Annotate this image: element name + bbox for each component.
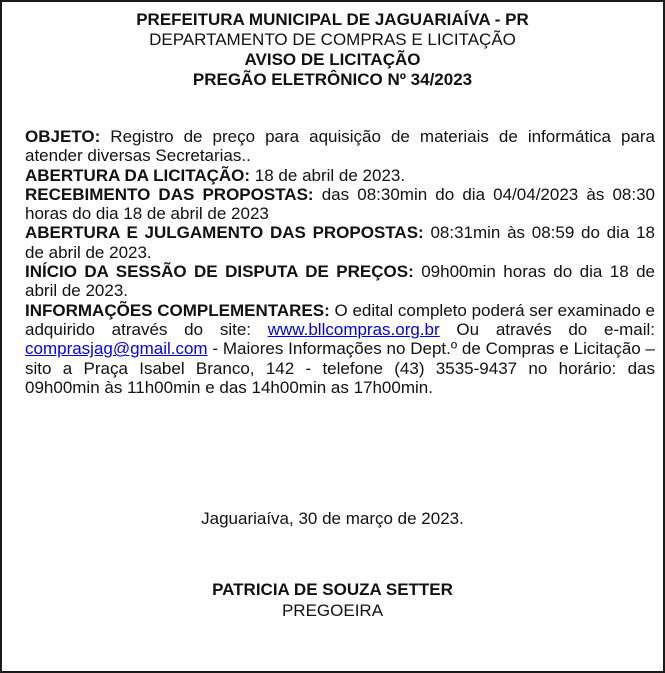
disputa-text: 09h00min horas do dia 18 de abril de 2023. xyxy=(25,262,655,301)
notice-title: AVISO DE LICITAÇÃO xyxy=(244,50,421,69)
signature-block xyxy=(2,579,663,621)
notice-header xyxy=(2,10,663,90)
objeto-text: Registro de preço para aquisição de materiais de informática para atender diversas Secretarias.. xyxy=(25,127,655,166)
objeto-label: OBJETO: xyxy=(25,127,101,146)
recebimento-paragraph xyxy=(25,185,655,224)
website-link[interactable]: www.bllcompras.org.br xyxy=(267,319,440,339)
abertura-paragraph xyxy=(25,166,655,185)
auction-number: PREGÃO ELETRÔNICO Nº 34/2023 xyxy=(192,70,473,89)
julgamento-label: ABERTURA E JULGAMENTO DAS PROPOSTAS: xyxy=(25,223,424,243)
date-line: Jaguariaíva, 30 de março de 2023. xyxy=(201,509,464,528)
recebimento-text: das 08:30min do dia 04/04/2023 às 08:30 horas do dia 18 de abril de 2023 xyxy=(25,184,655,224)
department-title: DEPARTAMENTO DE COMPRAS E LICITAÇÃO xyxy=(149,30,516,49)
email-link[interactable]: comprasjag@gmail.com xyxy=(25,339,208,359)
abertura-label: ABERTURA DA LICITAÇÃO: xyxy=(25,165,251,185)
informacoes-text-2: Ou através do e-mail: xyxy=(439,319,655,339)
informacoes-paragraph xyxy=(25,301,655,397)
julgamento-text: 08:31min às 08:59 do dia 18 de abril de 2023. xyxy=(25,223,655,262)
objeto-paragraph xyxy=(25,127,655,166)
informacoes-label: INFORMAÇÕES COMPLEMENTARES: xyxy=(25,300,330,320)
informacoes-text-3: - Maiores Informações no Dept.º de Compras e Licitação – sito a Praça Isabel Branco, 142 - telefone (43) 3535-9437 no horário: das 09h00min às 11h00min e das 14h00min as 17h00min. xyxy=(25,339,655,397)
disputa-paragraph xyxy=(25,262,655,301)
notice-body xyxy=(25,127,655,397)
recebimento-label: RECEBIMENTO DAS PROPOSTAS: xyxy=(25,184,314,204)
informacoes-text-1: O edital completo poderá ser examinado e adquirido através do site: xyxy=(25,300,655,339)
signer-name: PATRICIA DE SOUZA SETTER xyxy=(212,580,453,599)
signer-role: PREGOEIRA xyxy=(281,601,384,620)
disputa-label: INÍCIO DA SESSÃO DE DISPUTA DE PREÇOS: xyxy=(25,262,414,282)
julgamento-paragraph xyxy=(25,223,655,262)
abertura-text: 18 de abril de 2023. xyxy=(250,165,406,185)
municipality-title: PREFEITURA MUNICIPAL DE JAGUARIAÍVA - PR xyxy=(136,10,529,29)
